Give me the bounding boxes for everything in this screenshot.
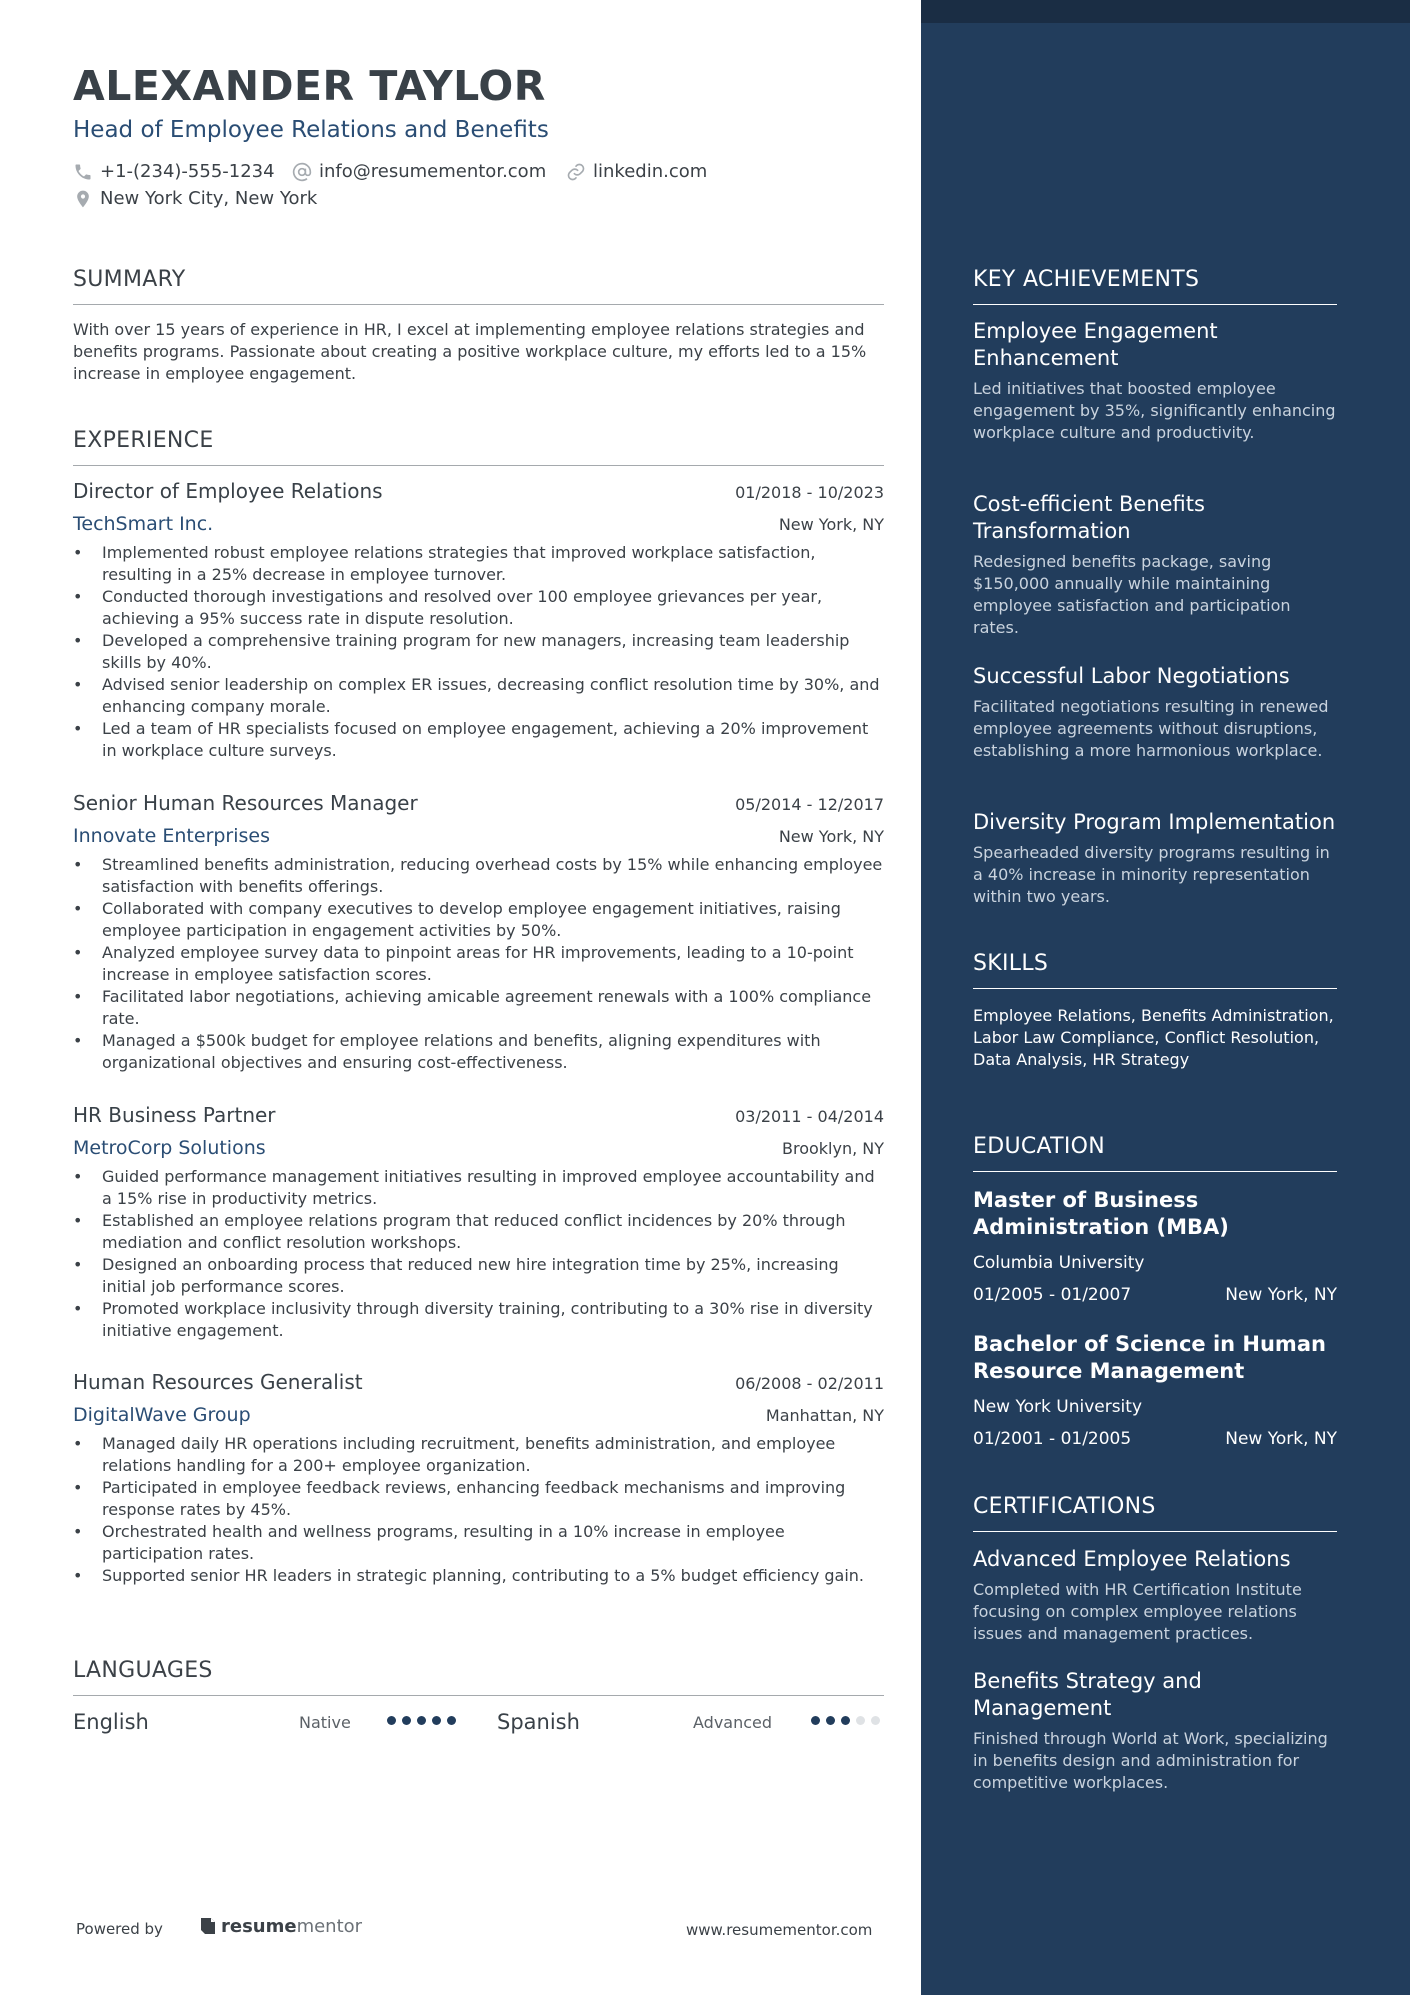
footer-logo[interactable]	[198, 1915, 362, 1937]
footer-powered-by: Powered by	[76, 1920, 163, 1938]
achievement-item	[973, 809, 1337, 908]
rating-dot-filled	[387, 1716, 396, 1725]
summary-heading: SUMMARY	[73, 267, 884, 305]
certification-title: Benefits Strategy and Management	[973, 1669, 1202, 1720]
job-bullet: • Facilitated labor negotiations, achieving amicable agreement renewals with a 100% compliance rate.	[73, 986, 884, 1030]
logo-text-bold: resume	[221, 1915, 297, 1937]
job-bullets	[73, 1433, 884, 1587]
job-location: New York, NY	[778, 515, 884, 534]
contact-phone	[73, 161, 275, 182]
experience-heading: EXPERIENCE	[73, 428, 884, 466]
education-heading: EDUCATION	[973, 1134, 1337, 1172]
logo-text-light: mentor	[296, 1915, 363, 1937]
job-location: Manhattan, NY	[765, 1406, 884, 1425]
job-bullets	[73, 542, 884, 762]
job-company: TechSmart Inc.	[73, 513, 214, 535]
certification-desc: Finished through World at Work, specializing in benefits design and administration for competitive workplaces.	[973, 1729, 1328, 1792]
education-item	[973, 1187, 1337, 1305]
candidate-title: Head of Employee Relations and Benefits	[73, 117, 549, 143]
language-level: Native	[299, 1713, 351, 1732]
education-degree: Master of Business Administration (MBA)	[973, 1188, 1229, 1239]
at-icon	[292, 162, 312, 182]
certifications-heading: CERTIFICATIONS	[973, 1494, 1337, 1532]
education-location: New York, NY	[1225, 1285, 1337, 1305]
job-title: Human Resources Generalist	[73, 1370, 363, 1394]
job-bullet: • Streamlined benefits administration, reducing overhead costs by 15% while enhancing employee satisfaction with benefits offerings.	[73, 854, 884, 898]
job-bullet: • Developed a comprehensive training program for new managers, increasing team leadership skills by 40%.	[73, 630, 884, 674]
job-bullets	[73, 1166, 884, 1342]
summary-text: With over 15 years of experience in HR, I excel at implementing employee relations strategies and benefits programs. Passionate about creating a positive workplace culture, my efforts led to a 15% increase in employee engagement.	[73, 320, 867, 383]
certification-item	[973, 1668, 1337, 1794]
rating-dot-filled	[826, 1716, 835, 1725]
job-entry	[73, 479, 884, 762]
job-bullet: • Managed a $500k budget for employee relations and benefits, aligning expenditures with organizational objectives and ensuring cost-effectiveness.	[73, 1030, 884, 1074]
education-school: Columbia University	[973, 1253, 1145, 1273]
rating-dot-filled	[432, 1716, 441, 1725]
achievement-title: Employee Engagement Enhancement	[973, 319, 1218, 370]
rating-dot-empty	[871, 1716, 880, 1725]
language-rating	[811, 1716, 886, 1725]
job-bullet: • Guided performance management initiatives resulting in improved employee accountability and a 15% rise in productivity metrics.	[73, 1166, 884, 1210]
contact-email[interactable]	[292, 161, 546, 182]
resumementor-logo-icon	[198, 1915, 218, 1937]
job-dates: 05/2014 - 12/2017	[735, 795, 884, 814]
education-school: New York University	[973, 1397, 1143, 1417]
job-bullet: • Established an employee relations program that reduced conflict incidences by 20% through mediation and conflict resolution workshops.	[73, 1210, 884, 1254]
rating-dot-filled	[402, 1716, 411, 1725]
rating-dot-filled	[811, 1716, 820, 1725]
languages-heading: LANGUAGES	[73, 1658, 884, 1696]
achievement-title: Successful Labor Negotiations	[973, 664, 1290, 688]
job-title: HR Business Partner	[73, 1103, 276, 1127]
job-entry	[73, 791, 884, 1074]
job-bullet: • Conducted thorough investigations and resolved over 100 employee grievances per year, achieving a 95% success rate in dispute resolution.	[73, 586, 884, 630]
achievement-desc: Spearheaded diversity programs resulting in a 40% increase in minority representation within two years.	[973, 843, 1330, 906]
job-company: DigitalWave Group	[73, 1404, 251, 1426]
job-bullet: • Designed an onboarding process that reduced new hire integration time by 25%, increasing initial job performance scores.	[73, 1254, 884, 1298]
sidebar-top-bar	[921, 0, 1410, 23]
skills-heading: SKILLS	[973, 951, 1337, 989]
skills-text: Employee Relations, Benefits Administration, Labor Law Compliance, Conflict Resolution, Data Analysis, HR Strategy	[973, 1006, 1334, 1069]
job-title: Director of Employee Relations	[73, 479, 383, 503]
job-bullet: • Promoted workplace inclusivity through diversity training, contributing to a 30% rise in diversity initiative engagement.	[73, 1298, 884, 1342]
achievement-item	[973, 663, 1337, 762]
job-bullets	[73, 854, 884, 1074]
education-location: New York, NY	[1225, 1429, 1337, 1449]
job-bullet: • Participated in employee feedback reviews, enhancing feedback mechanisms and improving response rates by 45%.	[73, 1477, 884, 1521]
contact-linkedin[interactable]	[566, 161, 707, 182]
contact-location	[73, 188, 317, 209]
rating-dot-filled	[841, 1716, 850, 1725]
candidate-name: ALEXANDER TAYLOR	[73, 62, 546, 110]
language-name: Spanish	[497, 1710, 580, 1734]
job-title: Senior Human Resources Manager	[73, 791, 418, 815]
email-link[interactable]: info@resumementor.com	[319, 161, 547, 182]
achievement-desc: Facilitated negotiations resulting in renewed employee agreements without disruptions, establishing a more harmonious workplace.	[973, 697, 1329, 760]
certification-title: Advanced Employee Relations	[973, 1547, 1291, 1571]
job-dates: 01/2018 - 10/2023	[735, 483, 884, 502]
job-bullet: • Analyzed employee survey data to pinpoint areas for HR improvements, leading to a 10-point increase in employee satisfaction scores.	[73, 942, 884, 986]
achievement-title: Cost-efficient Benefits Transformation	[973, 492, 1205, 543]
phone-icon	[73, 162, 93, 182]
job-company: Innovate Enterprises	[73, 825, 271, 847]
job-bullet: • Supported senior HR leaders in strategic planning, contributing to a 5% budget efficiency gain.	[73, 1565, 884, 1587]
linkedin-link[interactable]: linkedin.com	[593, 161, 708, 182]
rating-dot-filled	[447, 1716, 456, 1725]
job-dates: 06/2008 - 02/2011	[735, 1374, 884, 1393]
job-company: MetroCorp Solutions	[73, 1137, 266, 1159]
job-entry	[73, 1370, 884, 1587]
education-dates: 01/2001 - 01/2005	[973, 1429, 1132, 1449]
language-rating	[387, 1716, 462, 1725]
job-bullet: • Orchestrated health and wellness programs, resulting in a 10% increase in employee participation rates.	[73, 1521, 884, 1565]
location-text: New York City, New York	[100, 188, 318, 209]
job-bullet: • Advised senior leadership on complex ER issues, decreasing conflict resolution time by 30%, and enhancing company morale.	[73, 674, 884, 718]
link-icon	[566, 162, 586, 182]
language-level: Advanced	[693, 1713, 773, 1732]
achievement-item	[973, 491, 1337, 639]
job-dates: 03/2011 - 04/2014	[735, 1107, 884, 1126]
footer-website-link[interactable]: www.resumementor.com	[686, 1921, 873, 1939]
location-pin-icon	[73, 189, 93, 209]
achievements-heading: KEY ACHIEVEMENTS	[973, 267, 1337, 305]
achievement-desc: Led initiatives that boosted employee engagement by 35%, significantly enhancing workplace culture and productivity.	[973, 379, 1336, 442]
achievement-title: Diversity Program Implementation	[973, 810, 1336, 834]
job-location: Brooklyn, NY	[781, 1139, 884, 1158]
job-bullet: • Managed daily HR operations including recruitment, benefits administration, and employee relations handling for a 200+ employee organization.	[73, 1433, 884, 1477]
rating-dot-filled	[417, 1716, 426, 1725]
skills-list	[973, 1005, 1337, 1071]
job-bullet: • Implemented robust employee relations strategies that improved workplace satisfaction, resulting in a 25% decrease in employee turnover.	[73, 542, 884, 586]
achievement-desc: Redesigned benefits package, saving $150,000 annually while maintaining employee satisfaction and participation rates.	[973, 552, 1291, 637]
education-degree: Bachelor of Science in Human Resource Management	[973, 1332, 1326, 1383]
education-item	[973, 1331, 1337, 1449]
education-dates: 01/2005 - 01/2007	[973, 1285, 1132, 1305]
phone-text: +1-(234)-555-1234	[100, 161, 275, 182]
language-name: English	[73, 1710, 149, 1734]
certification-desc: Completed with HR Certification Institute focusing on complex employee relations issues and management practices.	[973, 1580, 1302, 1643]
certification-item	[973, 1546, 1337, 1645]
job-location: New York, NY	[778, 827, 884, 846]
job-entry	[73, 1103, 884, 1342]
achievement-item	[973, 318, 1337, 444]
rating-dot-empty	[856, 1716, 865, 1725]
job-bullet: • Led a team of HR specialists focused on employee engagement, achieving a 20% improvement in workplace culture surveys.	[73, 718, 884, 762]
job-bullet: • Collaborated with company executives to develop employee engagement initiatives, raising employee participation in engagement activities by 50%.	[73, 898, 884, 942]
